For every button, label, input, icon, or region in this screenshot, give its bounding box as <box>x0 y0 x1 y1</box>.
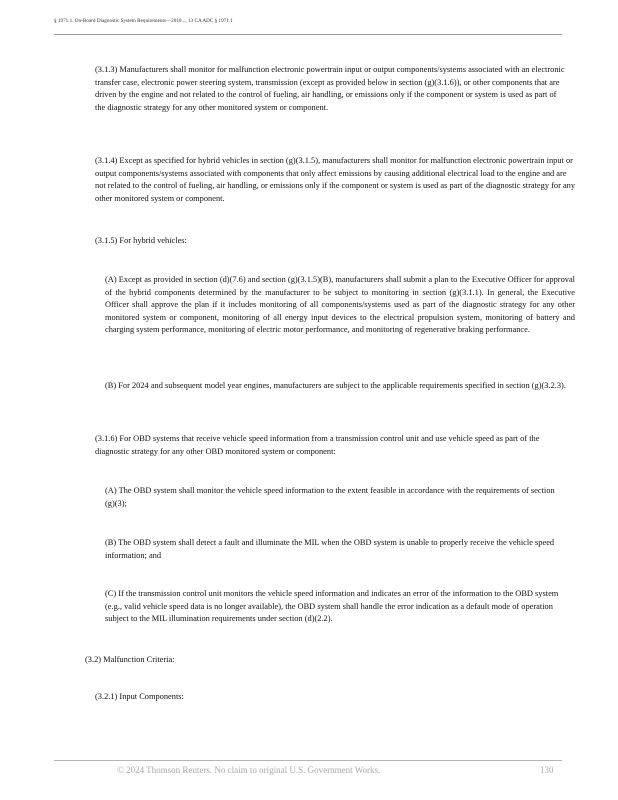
paragraph-3-1-6-c: (C) If the transmission control unit monitors the vehicle speed information and indicates an error of the information to the OBD system (e.g., valid vehicle speed data is no longer available), the OBD system shall handle the error indication as a default mode of operation subject to the MIL illumination requirements under section (d)(2.2). <box>105 589 559 623</box>
paragraph-3-1-5-b: (B) For 2024 and subsequent model year engines, manufacturers are subject to the applicable requirements specified in section (g)(3.2.3). <box>105 381 566 390</box>
paragraph-3-1-6-b: (B) The OBD system shall detect a fault and illuminate the MIL when the OBD system is unable to properly receive the vehicle speed information; and <box>105 538 555 560</box>
paragraph-3-1-6-a: (A) The OBD system shall monitor the vehicle speed information to the extent feasible in accordance with the requirements of section (g)(3); <box>105 486 555 508</box>
paragraph-3-1-6: (3.1.6) For OBD systems that receive vehicle speed information from a transmission control unit and use vehicle speed as part of the diagnostic strategy for any other OBD monitored system or component: <box>95 434 540 456</box>
paragraph-3-1-5: (3.1.5) For hybrid vehicles: <box>95 236 187 245</box>
paragraph-3-1-3: (3.1.3) Manufacturers shall monitor for malfunction electronic powertrain input or output components/systems associated with an electronic transfer case, electronic power steering system, transmission (except as provided below in section (g)(3.1.6)), or other components that are driven by the engine and not related to the control of fueling, air handling, or emissions only if the component or system is used as part of the diagnostic strategy for any other monitored system or component. <box>95 65 565 112</box>
paragraph-3-1-5-a: (A) Except as provided in section (d)(7.6) and section (g)(3.1.5)(B), manufacturers shall submit a plan to the Executive Officer for approval of the hybrid components determined by the manufacturer to be subject to monitoring in section (g)(3.1.1). In general, the Executive Officer shall approve the plan if it includes monitoring of all components/systems used as part of the diagnostic strategy for any other monitored system or component, monitoring of all energy input devices to the electrical propulsion system, monitoring of battery and charging system performance, monitoring of electric motor performance, and monitoring of regenerative braking performance. <box>105 275 575 334</box>
heading-3-2-1-input-components: (3.2.1) Input Components: <box>95 692 184 701</box>
heading-3-2-malfunction-criteria: (3.2) Malfunction Criteria: <box>85 655 175 664</box>
header-divider <box>54 34 562 35</box>
footer-divider <box>54 760 562 761</box>
page-number: 130 <box>540 765 554 775</box>
footer-copyright: © 2024 Thomson Reuters. No claim to original U.S. Government Works. <box>117 765 381 775</box>
paragraph-3-1-4: (3.1.4) Except as specified for hybrid vehicles in section (g)(3.1.5), manufacturers shall monitor for malfunction electronic powertrain input or output components/systems associated with components that only affect emissions by causing additional electrical load to the engine and are not related to the control of fueling, air handling, or emissions only if the component or system is used as part of the diagnostic strategy for any other monitored system or component. <box>95 156 576 203</box>
running-header: § 1971.1. On-Board Diagnostic System Requirements—2010..., 13 CA ADC § 1971.1 <box>54 18 233 24</box>
